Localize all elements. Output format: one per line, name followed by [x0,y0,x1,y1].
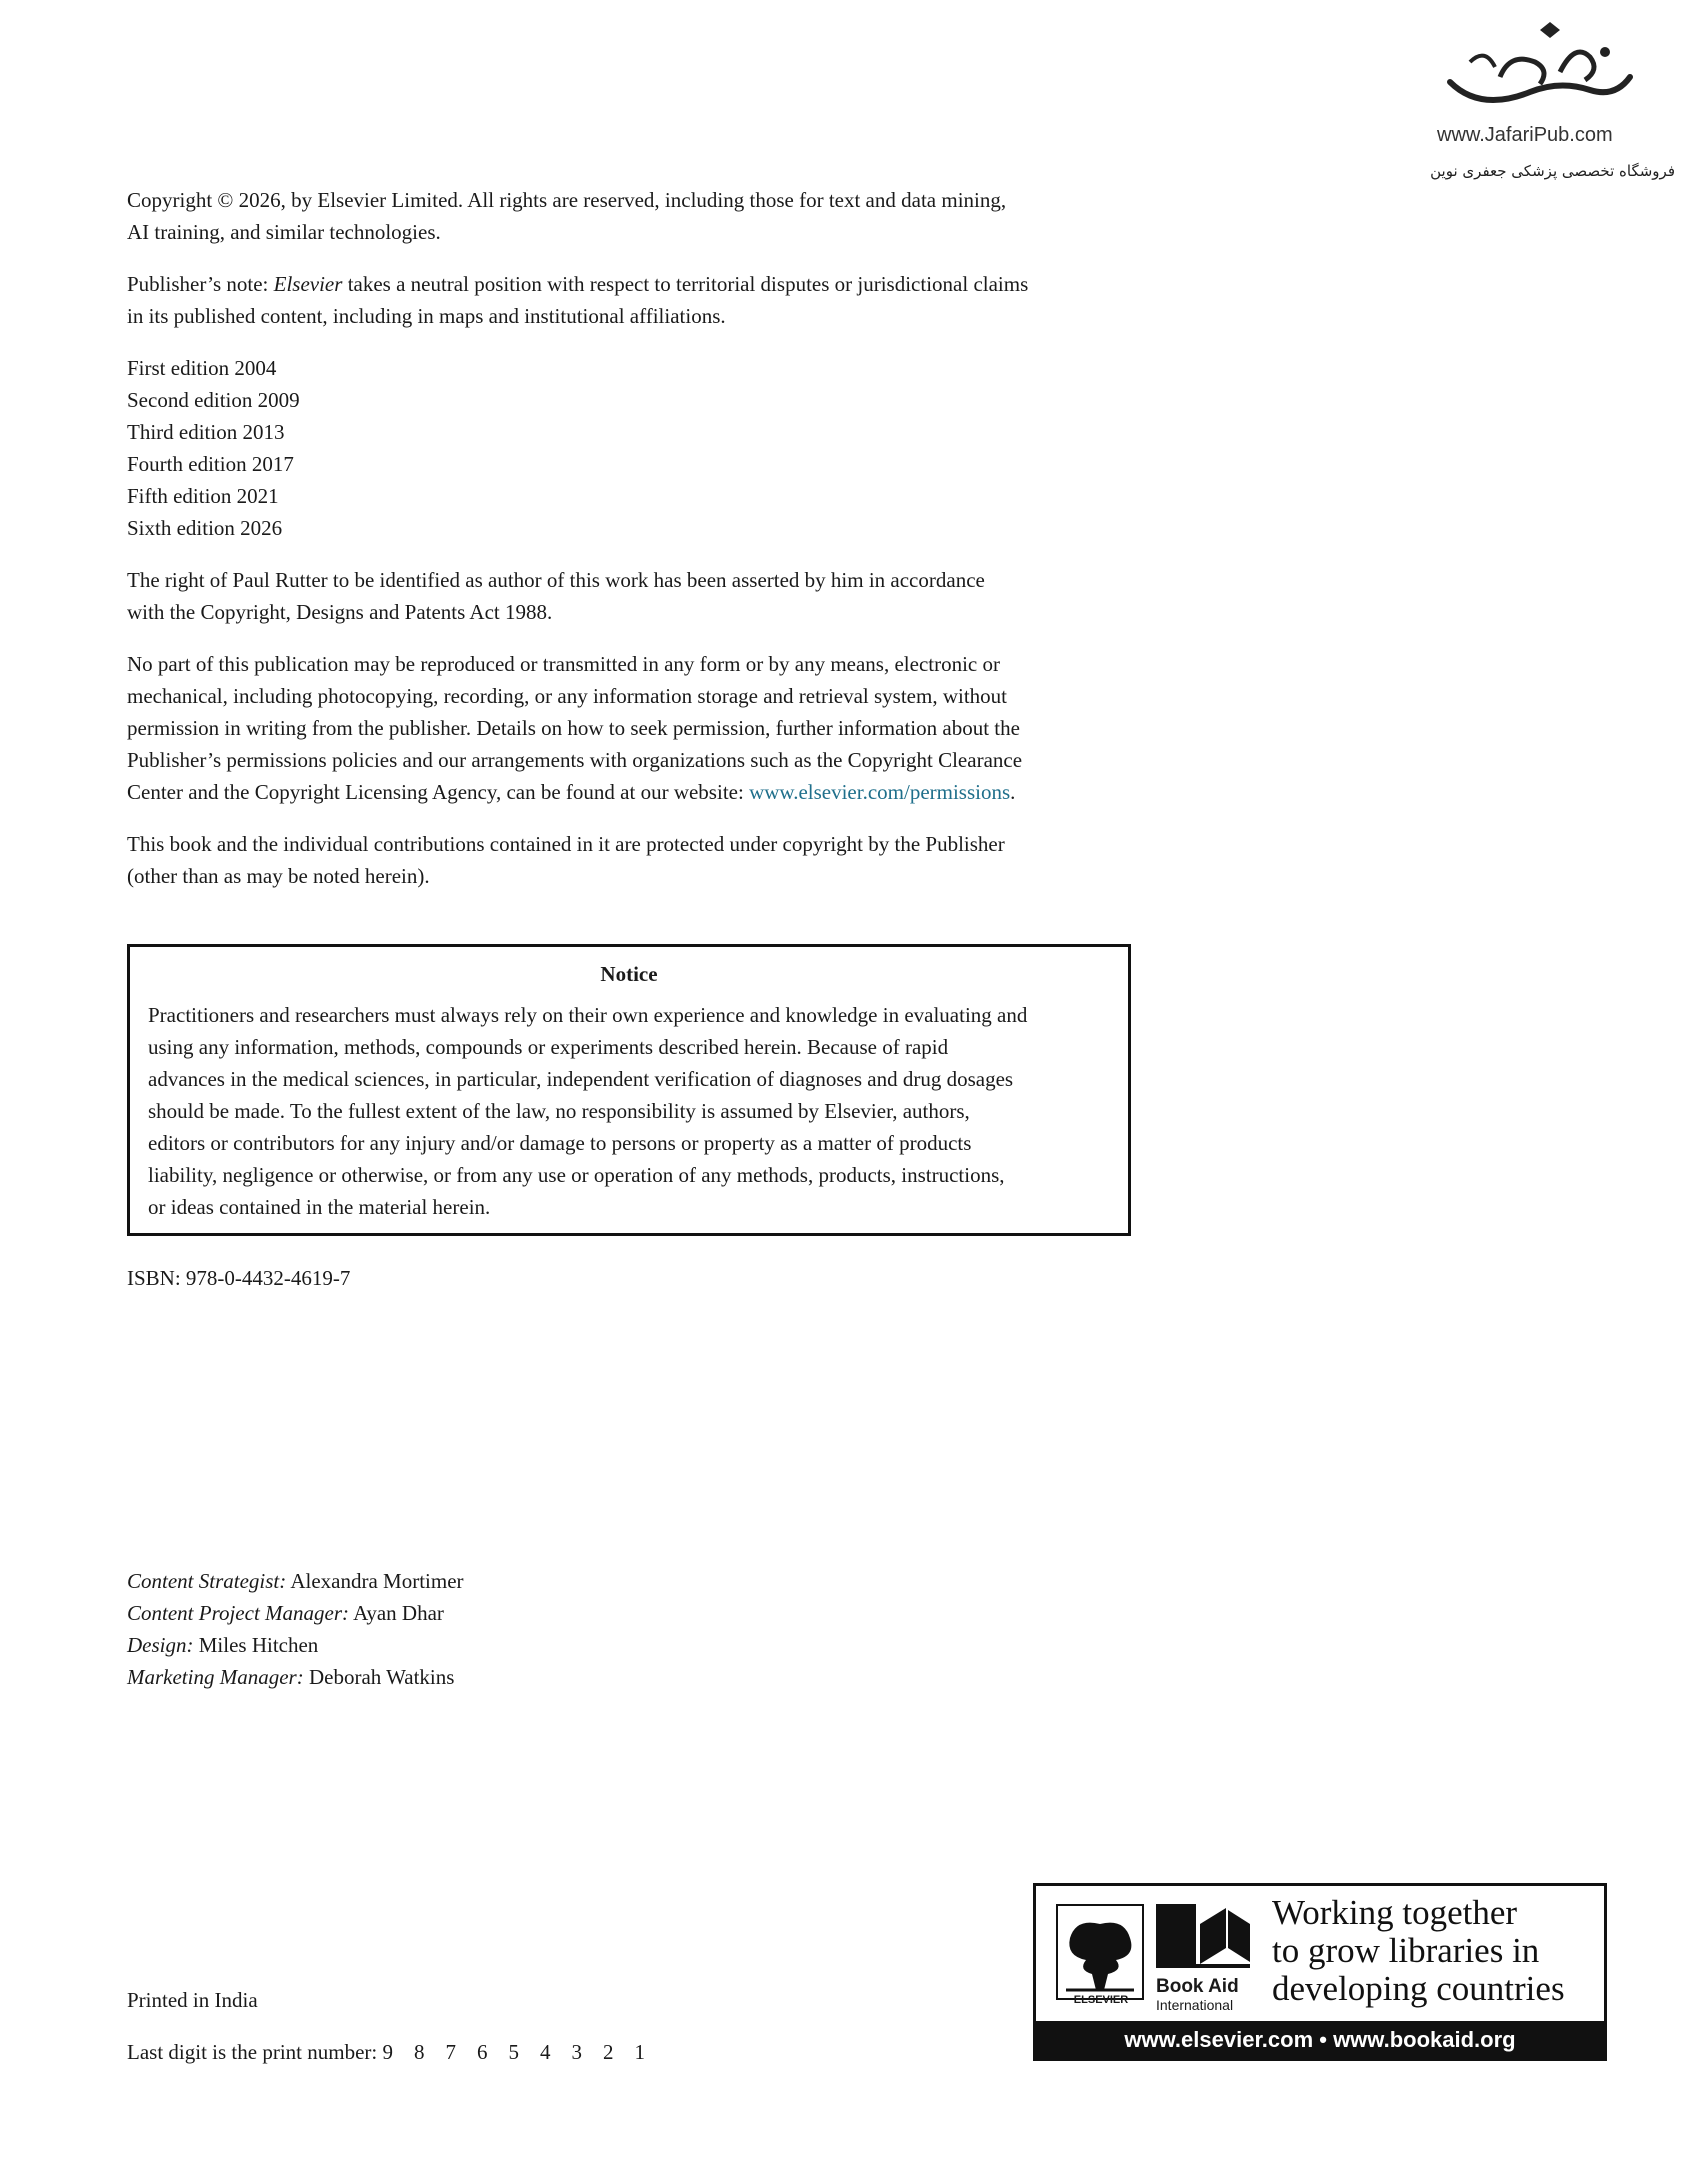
copyright-line-2: AI training, and similar technologies. [127,220,441,244]
print-number: Last digit is the print number: 9 8 7 6 5 4 3 2 1 [127,2040,645,2064]
credit-name: Miles Hitchen [193,1633,319,1657]
permissions-line-5 [127,776,1137,808]
credit-role: Content Project Manager: [127,1601,350,1625]
book-aid-banner [1033,1883,1607,2061]
credit-item [127,1661,464,1693]
publishers-note-brand: Elsevier [273,272,343,296]
publishers-note-line-1 [127,268,1137,300]
permissions-line-3: permission in writing from the publisher. Details on how to seek permission, further information about the [127,716,1020,740]
notice-line: Practitioners and researchers must always rely on their own experience and knowledge in evaluating and [148,1003,1028,1027]
credits-list [127,1565,464,1693]
printed-in: Printed in India [127,1988,258,2012]
protection-line-2: (other than as may be noted herein). [127,864,430,888]
permissions-link[interactable]: www.elsevier.com/permissions [749,780,1011,804]
notice-title: Notice [600,962,658,986]
credit-role: Design: [127,1633,194,1657]
elsevier-label: ELSEVIER [1073,1994,1129,2006]
protection-line-1: This book and the individual contributions contained in it are protected under copyright by the Publisher [127,832,1005,856]
publishers-note-paragraph [127,268,1137,332]
notice-line: or ideas contained in the material herein. [148,1195,491,1219]
author-right-line-2: with the Copyright, Designs and Patents Act 1988. [127,600,553,624]
notice-body [148,999,1110,1223]
credit-name: Ayan Dhar [349,1601,444,1625]
edition-item: First edition 2004 [127,356,277,380]
notice-line: advances in the medical sciences, in particular, independent verification of diagnoses and drug dosages [148,1067,1014,1091]
publishers-note-rest: takes a neutral position with respect to territorial disputes or jurisdictional claims [342,272,1029,296]
credit-name: Deborah Watkins [303,1665,455,1689]
edition-item: Sixth edition 2026 [127,516,283,540]
permissions-line-2: mechanical, including photocopying, recording, or any information storage and retrieval system, without [127,684,1008,708]
notice-line: editors or contributors for any injury and/or damage to persons or property as a matter of products [148,1131,972,1155]
permissions-paragraph [127,648,1137,808]
edition-item: Second edition 2009 [127,388,300,412]
book-aid-sub: International [1156,1997,1234,2013]
slogan-line: Working together [1272,1893,1518,1932]
notice-line: liability, negligence or otherwise, or from any use or operation of any methods, products, instructions, [148,1163,1005,1187]
credit-item [127,1597,464,1629]
permissions-line-1: No part of this publication may be reproduced or transmitted in any form or by any means, electronic or [127,652,1000,676]
copyright-paragraph [127,184,1137,248]
edition-item: Fourth edition 2017 [127,452,294,476]
credit-role: Content Strategist: [127,1569,287,1593]
permissions-line-5-suffix: . [1010,780,1016,804]
editions-list [127,352,1137,544]
elsevier-tree-logo-icon [1056,1904,1144,2000]
notice-line: using any information, methods, compounds or experiments described herein. Because of rapid [148,1035,949,1059]
book-aid-footer[interactable]: www.elsevier.com • www.bookaid.org [1036,2021,1604,2058]
publishers-note-line-2: in its published content, including in maps and institutional affiliations. [127,304,726,328]
edition-item: Third edition 2013 [127,420,285,444]
slogan-line: developing countries [1272,1969,1565,2008]
author-right-line-1: The right of Paul Rutter to be identified as author of this work has been asserted by him in accordance [127,568,985,592]
book-aid-name: Book Aid [1156,1976,1239,1997]
watermark-url[interactable]: www.JafariPub.com [1437,124,1613,146]
notice-box [127,944,1131,1236]
copyright-line-1: Copyright © 2026, by Elsevier Limited. All rights are reserved, including those for text and data mining, [127,188,1007,212]
calligraphy-logo-icon [1440,22,1640,122]
book-aid-logo-icon [1156,1904,1252,1974]
permissions-line-5-prefix: Center and the Copyright Licensing Agency, can be found at our website: [127,780,750,804]
book-aid-slogan [1272,1894,1565,2008]
credit-name: Alexandra Mortimer [286,1569,464,1593]
edition-item: Fifth edition 2021 [127,484,279,508]
publisher-watermark [1395,22,1685,192]
permissions-line-4: Publisher’s permissions policies and our arrangements with organizations such as the Copyright Clearance [127,748,1023,772]
slogan-line: to grow libraries in [1272,1931,1540,1970]
credit-role: Marketing Manager: [127,1665,304,1689]
isbn: ISBN: 978-0-4432-4619-7 [127,1266,351,1290]
protection-paragraph [127,828,1137,892]
notice-line: should be made. To the fullest extent of the law, no responsibility is assumed by Elsevier, authors, [148,1099,970,1123]
book-aid-label [1156,1978,1256,2014]
credit-item [127,1565,464,1597]
publishers-note-prefix: Publisher’s note: [127,272,274,296]
book-aid-top [1036,1886,1604,2021]
author-right-paragraph [127,564,1137,628]
credit-item [127,1629,464,1661]
watermark-tagline: فروشگاه تخصصی پزشکی جعفری نوین [1430,162,1675,180]
